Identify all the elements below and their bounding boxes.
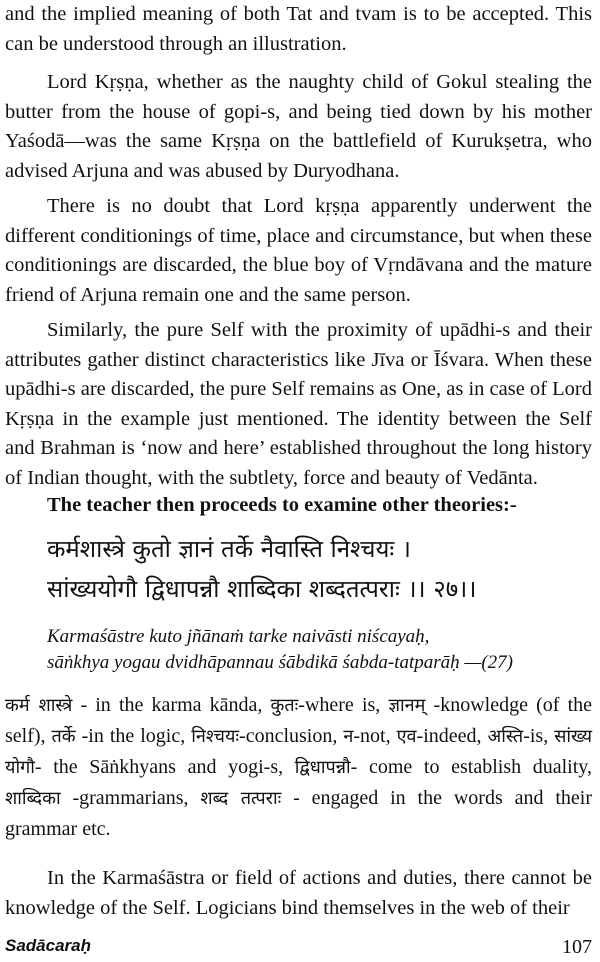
gloss-definition: -in the logic, <box>75 725 192 747</box>
section-heading: The teacher then proceeds to examine other theories:- <box>47 494 517 516</box>
paragraph-4: Similarly, the pure Self with the proximity of upādhi-s and their attributes gather distinct characteristics like Jīva or Īśvara. When these upādhi-s are discarded, the pure Self remains as One, as in case of Lord Kṛṣṇa in the example just mentioned. The identity between the Self and Brahman is ‘now and here’ established throughout the long history of Indian thought, with the subtlety, force and beauty of Vedānta. <box>5 319 592 489</box>
paragraph-2: Lord Kṛṣṇa, whether as the naughty child of Gokul stealing the butter from the house of gopi-s, and being tied down by his mother Yaśodā—was the same Kṛṣṇa on the battlefield of Kurukṣetra, who advised Arjuna and was abused by Duryodhana. <box>5 71 592 182</box>
gloss-term: कर्म शास्त्रे <box>5 695 73 716</box>
gloss-term: तर्के <box>51 726 76 747</box>
transliteration-line-1: Karmaśāstre kuto jñānaṁ tarke naivāsti niścayaḥ, <box>47 626 430 647</box>
gloss-term: द्विधापन्नौ <box>294 757 351 778</box>
gloss-definition: - come to establish duality, <box>350 756 592 778</box>
page-number: 107 <box>562 936 592 958</box>
running-title: Sadācaraḥ <box>5 936 91 955</box>
gloss-term: शब्द तत्पराः <box>200 788 282 809</box>
gloss-definition: -is, <box>523 725 555 747</box>
gloss-term: अस्ति <box>487 726 524 747</box>
gloss-term: सांख्य योगौ <box>5 726 593 778</box>
gloss-definition: -where is, <box>298 694 389 716</box>
gloss-term: ज्ञानम् <box>388 695 426 716</box>
gloss-term: निश्चयः <box>191 726 240 747</box>
gloss-definition: -knowledge (of the self), <box>5 694 593 747</box>
gloss-definition: - the Sāṅkhyans and yogi-s, <box>34 756 295 778</box>
transliteration-line-2: sāṅkhya yogau dvidhāpannau śābdikā śabda-tatparāḥ —(27) <box>47 652 513 673</box>
gloss-definition: -grammarians, <box>60 787 201 809</box>
page-footer <box>5 936 592 960</box>
gloss-term: शाब्दिका <box>5 788 61 809</box>
sanskrit-verse-line-1: कर्मशास्त्रे कुतो ज्ञानं तर्के नैवास्ति निश्चयः । <box>47 535 411 563</box>
paragraph-1: and the implied meaning of both Tat and tvam is to be accepted. This can be understood through an illustration. <box>5 3 592 55</box>
gloss-definition: -conclusion, <box>239 725 344 747</box>
sanskrit-verse-line-2: सांख्ययोगौ द्विधापन्नौ शाब्दिका शब्दतत्पराः ।। २७।। <box>47 575 477 603</box>
word-gloss <box>5 690 592 845</box>
paragraph-3: There is no doubt that Lord kṛṣṇa apparently underwent the different conditionings of time, place and circumstance, but when these conditionings are discarded, the blue boy of Vṛndāvana and the mature friend of Arjuna remain one and the same person. <box>5 195 592 306</box>
gloss-term: कुतः <box>270 695 299 716</box>
gloss-definition: -not, <box>353 725 397 747</box>
paragraph-5: In the Karmaśāstra or field of actions and duties, there cannot be knowledge of the Self. Logicians bind themselves in the web of their <box>5 867 592 919</box>
gloss-term: एव <box>396 726 417 747</box>
gloss-definition: - engaged in the words and their grammar etc. <box>5 787 592 840</box>
gloss-definition: - in the karma kānda, <box>72 694 271 716</box>
gloss-term: न <box>343 726 354 747</box>
gloss-definition: -indeed, <box>416 725 488 747</box>
